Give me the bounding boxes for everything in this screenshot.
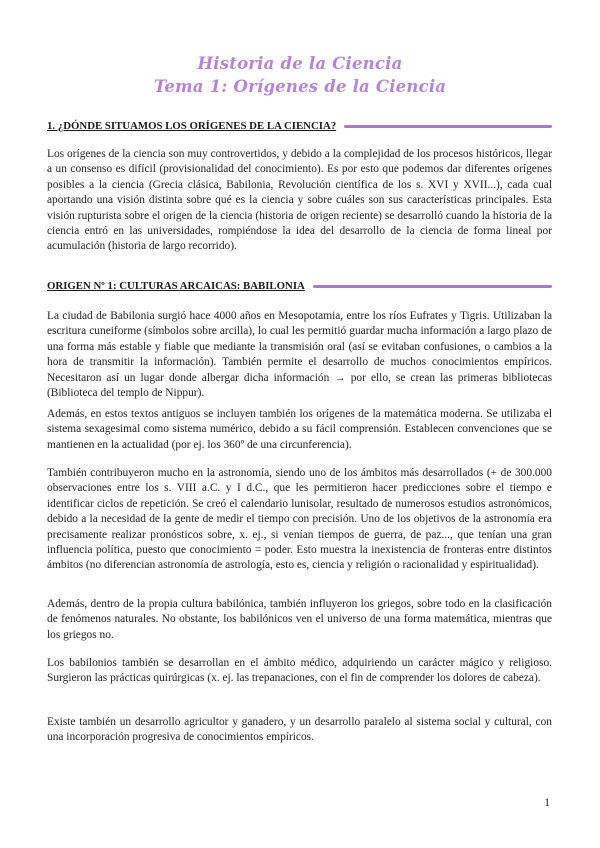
section-heading-origins: [47, 117, 552, 135]
document-subtitle: Tema 1: Orígenes de la Ciencia: [153, 77, 447, 96]
page-title: [0, 52, 600, 98]
paragraph: Existe también un desarrollo agricultor y ganadero, y un desarrollo paralelo al sistema social y cultural, con una incorporación progresiva de conocimientos empíricos.: [47, 716, 552, 744]
page-number: 1: [544, 797, 550, 809]
section-heading-babilonia: [47, 277, 552, 295]
paragraph: Los orígenes de la ciencia son muy controvertidos, y debido a la complejidad de los procesos históricos, llegar a un consenso es difícil (provisionalidad del conocimiento). Es por esto que podemos dar diferentes orígenes posibles a la ciencia (Grecia clásica, Babilonia, Revolución científica de los s. XVI y XVII...), cada cual aportando una visión distinta sobre qué es la ciencia y sobre cuáles son sus características principales. Esta visión rupturista sobre el origen de la ciencia (historia de origen reciente) se desarrolló cuando la historia de la ciencia entró en las universidades, rompiéndose la idea del desarrollo de la ciencia de forma lineal por acumulación (historia de largo recorrido).: [47, 148, 552, 253]
paragraph: La ciudad de Babilonia surgió hace 4000 años en Mesopotamia, entre los ríos Eufrates y Tigris. Utilizaban la escritura cuneiforme (símbolos sobre arcilla), lo cual les permitió guardar mucha información a largo plazo de una forma más estable y fiable que mediante la transmisión oral (así se evitaban confusiones, o cambios a la hora de transmitir la información). También permite el desarrollo de muchos conocimientos empíricos. Necesitaron así un lugar donde albergar dicha información → por ello, se crean las primeras bibliotecas (Biblioteca del templo de Nippur).: [47, 310, 552, 400]
paragraph: Además, en estos textos antiguos se incluyen también los orígenes de la matemática moderna. Se utilizaba el sistema sexagesimal como sistema numérico, debido a su fácil comprensión. Establecen convenciones que se mantienen en la actualidad (por ej. los 360º de una circunferencia).: [47, 408, 552, 451]
document-title: Historia de la Ciencia: [197, 54, 403, 73]
section-divider: [344, 125, 552, 128]
paragraph: Además, dentro de la propia cultura babilónica, también influyeron los griegos, sobre todo en la clasificación de fenómenos naturales. No obstante, los babilónicos ven el universo de una forma matemática, mientras que los griegos no.: [47, 598, 552, 641]
section-title: 1. ¿DÓNDE SITUAMOS LOS ORÍGENES DE LA CIENCIA?: [47, 120, 337, 132]
paragraph: Los babilonios también se desarrollan en el ámbito médico, adquiriendo un carácter mágico y religioso. Surgieron las prácticas quirúrgicas (x. ej. las trepanaciones, con el fin de comprender los dolores de cabeza).: [47, 657, 552, 685]
section-title: ORIGEN Nº 1: CULTURAS ARCAICAS: BABILONIA: [47, 280, 305, 292]
section-divider: [313, 285, 552, 288]
paragraph: También contribuyeron mucho en la astronomía, siendo uno de los ámbitos más desarrollados (+ de 300.000 observaciones entre los s. VIII a.C. y I d.C., que les permitieron hacer predicciones sobre el tiempo e identificar ciclos de repetición. Se creó el calendario lunisolar, resultado de numerosos estudios astronómicos, debido a la necesidad de la gente de medir el tiempo con precisión. Uno de los objetivos de la astronomía era precisamente realizar pronósticos sobre, x. ej., si venían tiempos de guerra, de paz..., que tenían una gran influencia política, puesto que conocimiento = poder. Esto muestra la inexistencia de fronteras entre distintos ámbitos (no diferencian astronomía de astrología, esto es, ciencia y religión o racionalidad y espiritualidad).: [47, 467, 552, 572]
